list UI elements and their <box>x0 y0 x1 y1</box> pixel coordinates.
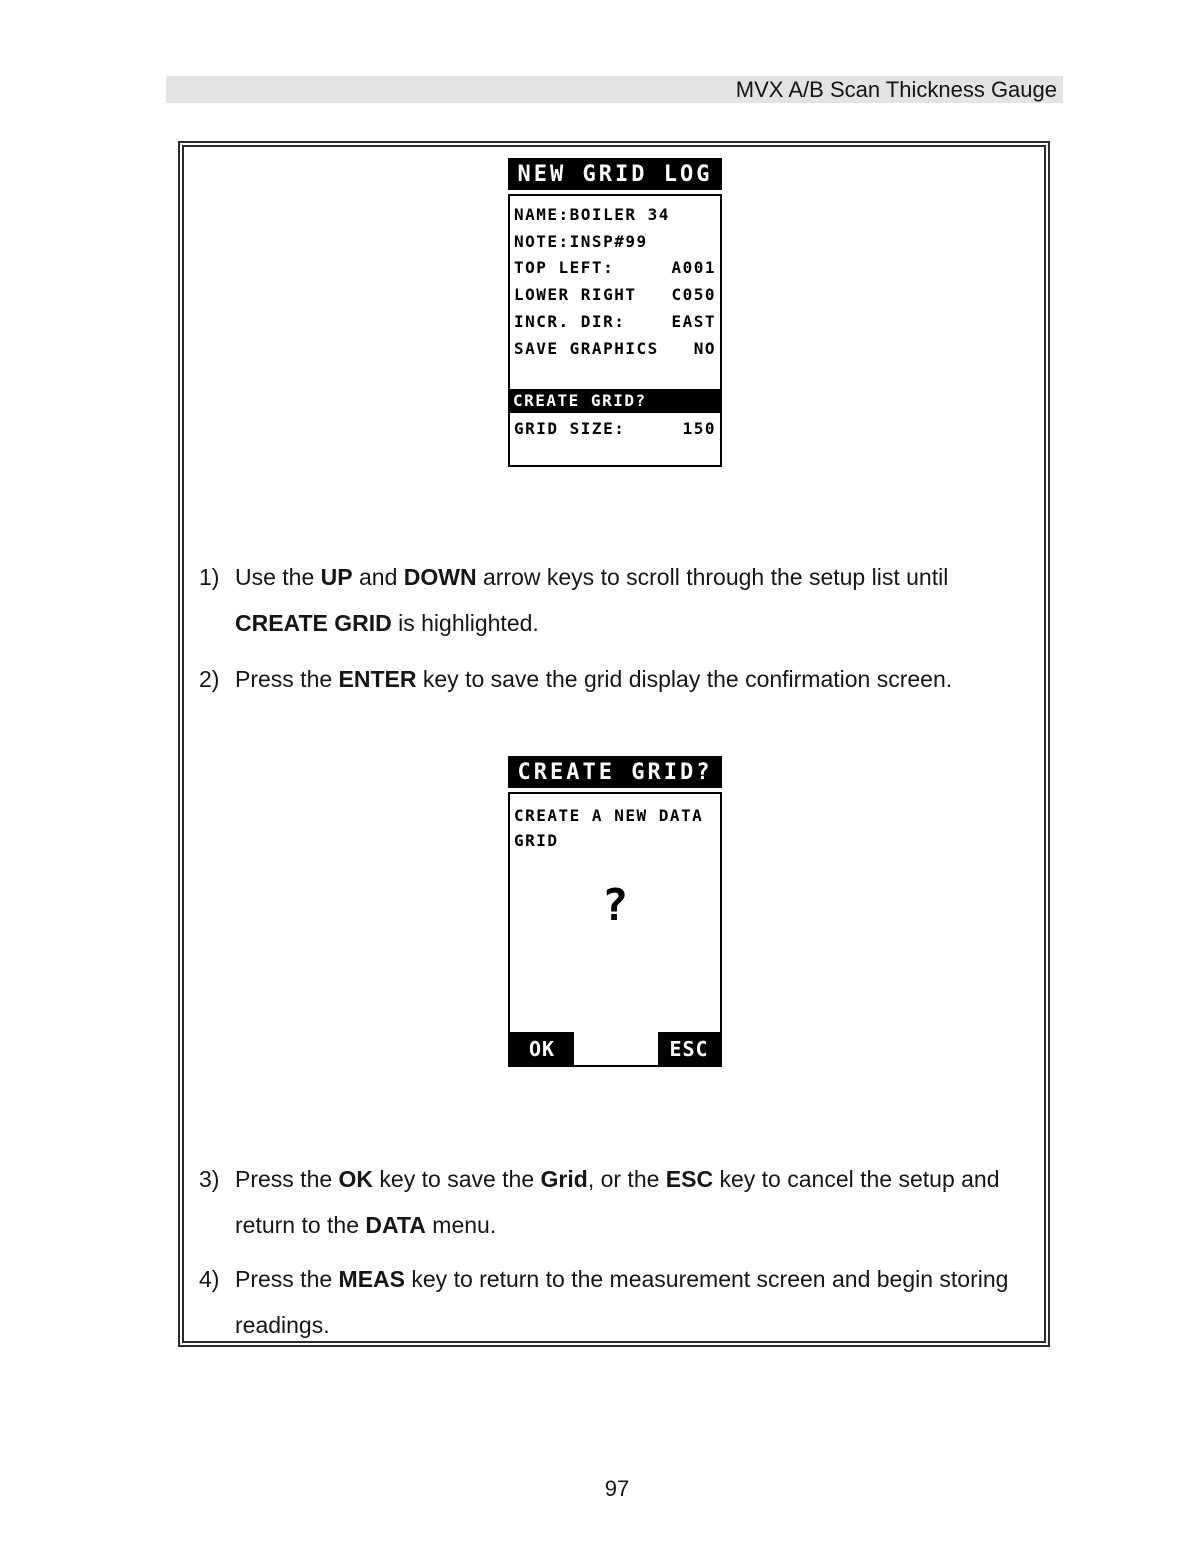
screen2-message-line2: GRID <box>514 831 559 850</box>
row-value: NO <box>693 338 716 358</box>
instruction-item-4 <box>199 1256 1055 1348</box>
device-screen-new-grid-log <box>508 158 722 467</box>
screen2-body <box>508 792 722 1067</box>
row-value: A001 <box>671 258 716 278</box>
instruction-number: 2) <box>199 666 220 692</box>
row-label: INCR. DIR: <box>514 312 626 332</box>
screen2-message-line1: CREATE A NEW DATA <box>514 806 704 825</box>
row-value: EAST <box>671 312 716 332</box>
row-label: SAVE GRAPHICS <box>514 338 659 358</box>
screen2-message <box>510 794 720 853</box>
screen1-highlighted-row-create-grid <box>510 389 720 413</box>
page-header-bar <box>166 76 1063 103</box>
instruction-item-1 <box>199 554 1055 646</box>
row-value: C050 <box>671 285 716 305</box>
instruction-number: 1) <box>199 564 220 590</box>
screen1-row-lower-right <box>510 281 720 308</box>
screen1-body <box>508 194 722 467</box>
instruction-item-2 <box>199 656 1055 702</box>
instruction-text: Press the ENTER key to save the grid display the confirmation screen. <box>235 666 953 692</box>
page-number: 97 <box>604 1476 630 1501</box>
screen1-row-name <box>510 201 720 228</box>
row-label: LOWER RIGHT <box>514 285 637 305</box>
instruction-item-3 <box>199 1156 1055 1248</box>
row-label: GRID SIZE: <box>514 419 626 439</box>
instruction-number: 4) <box>199 1266 220 1292</box>
page-header-title: MVX A/B Scan Thickness Gauge <box>735 76 1057 102</box>
ok-button-label: OK <box>528 1036 556 1061</box>
esc-button-label: ESC <box>669 1036 709 1061</box>
row-label: NAME:BOILER 34 <box>514 204 670 224</box>
device-screen-create-grid-confirm <box>508 756 722 1067</box>
row-label: TOP LEFT: <box>514 258 615 278</box>
screen1-row-grid-size <box>510 415 720 442</box>
instruction-text: Press the OK key to save the Grid, or the ESC key to cancel the setup and return to the DATA menu. <box>235 1166 1000 1238</box>
instruction-text: Use the UP and DOWN arrow keys to scroll through the setup list until CREATE GRID is highlighted. <box>235 564 949 636</box>
row-value: 150 <box>682 419 716 439</box>
instruction-text: Press the MEAS key to return to the measurement screen and begin storing readings. <box>235 1266 1009 1338</box>
row-label: NOTE:INSP#99 <box>514 231 648 251</box>
screen1-row-save-graphics <box>510 335 720 362</box>
esc-button <box>658 1032 720 1065</box>
screen1-title-bar: NEW GRID LOG <box>508 158 722 190</box>
screen1-row-note <box>510 228 720 255</box>
screen1-row-incr-dir <box>510 308 720 335</box>
screen2-title-bar: CREATE GRID? <box>508 756 722 788</box>
instruction-number: 3) <box>199 1166 220 1192</box>
ok-button <box>510 1032 574 1065</box>
row-label: CREATE GRID? <box>513 391 647 411</box>
screen1-row-spacer <box>510 362 720 389</box>
screen1-row-top-left <box>510 255 720 282</box>
question-mark-glyph: ? <box>601 880 629 931</box>
